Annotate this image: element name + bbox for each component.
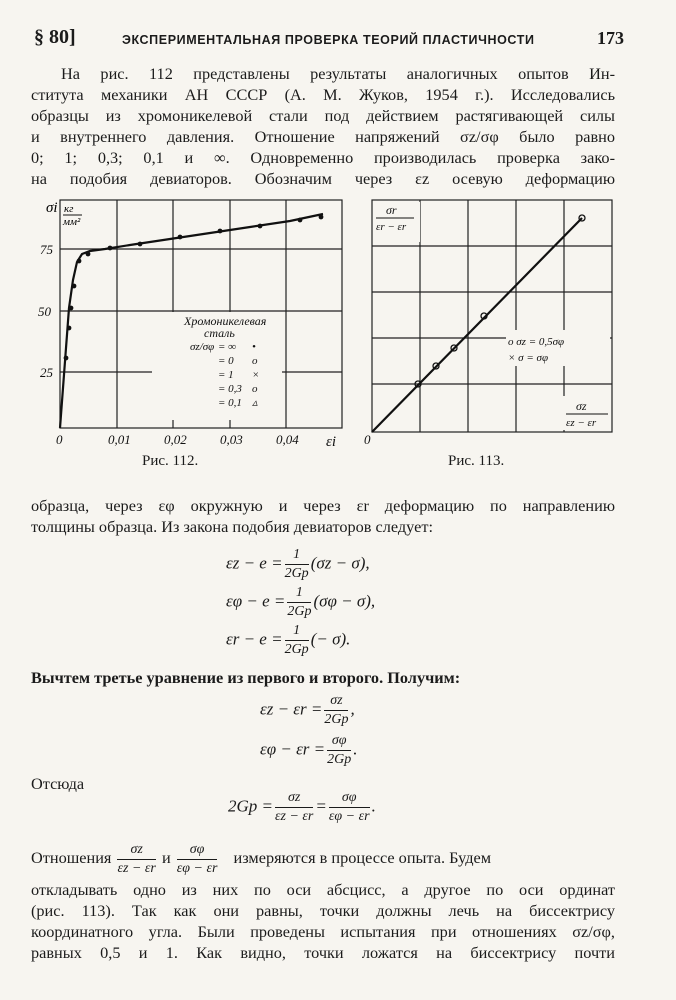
fig112-x-tick: 0,01 <box>108 432 131 447</box>
fig113-origin: 0 <box>364 432 371 447</box>
fig112-y-unit-den: мм² <box>63 216 81 228</box>
text-line: Вычтем третье уравнение из первого и второго. Получим: <box>31 668 461 687</box>
figure-112-chart <box>30 188 346 450</box>
legend-row: = 1 <box>218 369 234 381</box>
data-point <box>69 306 74 311</box>
data-point <box>86 252 91 257</box>
data-point <box>258 224 263 229</box>
text-line: образца, через εφ окружную и через εr деформацию по направлению <box>31 496 615 515</box>
fig113-y-label-num: σr <box>386 203 397 217</box>
legend-marker: × <box>252 369 260 381</box>
equation-6: 2Gp = $\frac{\sigma z}{\varepsilon z - \varepsilon r}$ = $\frac{\sigma\varphi}{\varepsilon\varphi - \varepsilon r}$ . <box>228 790 376 824</box>
legend-row: = 0 <box>218 355 234 367</box>
paragraph-subtract <box>31 667 615 688</box>
fig113-caption: Рис. 113. <box>448 453 505 469</box>
text-line: и внутреннего давления. Отношение напряжений σz/σφ было равно <box>31 127 615 146</box>
legend-marker: ▵ <box>252 397 258 409</box>
data-point <box>67 326 72 331</box>
fig113-y-label-den: εr − εr <box>376 221 407 233</box>
fig112-y-tick: 75 <box>40 242 53 257</box>
data-point <box>64 356 69 361</box>
page-header <box>34 26 624 52</box>
paragraph-strain <box>31 495 615 537</box>
fig112-x-tick: 0,03 <box>220 432 243 447</box>
fig113-label-bgs <box>374 202 610 430</box>
legend-marker: o <box>252 355 258 367</box>
running-title: ЭКСПЕРИМЕНТАЛЬНАЯ ПРОВЕРКА ТЕОРИЙ ПЛАСТИЧНОСТИ <box>122 33 535 47</box>
legend-row: = 0,3 <box>218 383 242 395</box>
legend-row: = ∞ <box>218 341 237 353</box>
equation-5: εφ − εr = $\frac{\sigma\varphi}{2Gp}$ . <box>260 733 358 767</box>
fig112-y-tick: 50 <box>38 304 51 319</box>
equation-2: εφ − e = $\frac{1}{2Gp}$ (σφ − σ), <box>226 585 376 619</box>
fig112-x-tick: 0,02 <box>164 432 187 447</box>
legend-title: сталь <box>204 326 235 340</box>
fig112-x-tick: 0 <box>56 432 63 447</box>
legend-marker: • <box>252 341 256 353</box>
text-line: ститута механики АН СССР (А. М. Жуков, 1954 г.). Исследовались <box>31 85 615 104</box>
data-point <box>77 259 82 264</box>
text-line: образцы из хромоникелевой стали под действием растягивающей силы <box>31 106 615 125</box>
fig113-x-label-num: σz <box>576 399 587 413</box>
legend-title: Хромоникелевая <box>184 314 267 328</box>
fig113-x-label-den: εz − εr <box>566 417 597 429</box>
text-line: равных 0,5 и 1. Как видно, точки ложатся на биссектрису почти <box>31 943 615 962</box>
fig112-x-axis-label: εi <box>326 434 337 450</box>
page-number: 173 <box>597 28 624 48</box>
fig112-y-axis-label: σi <box>46 200 58 216</box>
data-point <box>72 284 77 289</box>
data-point <box>218 229 223 234</box>
data-point <box>298 218 303 223</box>
text-line: координатного угла. Были проведены испытания при отношениях σz/σφ, <box>31 922 615 941</box>
text-line: (рис. 113). Так как они равны, точки должны лечь на биссектрису <box>31 901 615 920</box>
fig112-y-tick: 25 <box>40 365 53 380</box>
legend-marker: o <box>252 383 258 395</box>
equation-1: εz − e = $\frac{1}{2Gp}$ (σz − σ), <box>226 547 370 581</box>
figure-113-chart <box>362 190 620 448</box>
data-point <box>108 246 113 251</box>
data-point <box>138 242 143 247</box>
fig112-caption: Рис. 112. <box>142 453 199 469</box>
section-number: § 80] <box>34 26 76 48</box>
text-line: На рис. 112 представлены результаты аналогичных опытов Ин- <box>61 64 615 83</box>
fig112-y-unit-num: кг <box>64 203 74 215</box>
text-line: откладывать одно из них по оси абсцисс, а другое по оси ординат <box>31 880 615 899</box>
legend-header: σz/σφ <box>190 341 215 353</box>
fig113-bisector <box>372 218 582 432</box>
legend-row: = 0,1 <box>218 397 242 409</box>
data-point <box>319 215 324 220</box>
text-line: на подобия девиаторов. Обозначим через εz осевую деформацию <box>31 169 615 188</box>
equation-3: εr − e = $\frac{1}{2Gp}$ (− σ). <box>226 623 351 657</box>
text-line: 0; 1; 0,3; 0,1 и ∞. Одновременно производилась проверка зако- <box>31 148 615 167</box>
text-line: толщины образца. Из закона подобия девиаторов следует: <box>31 517 433 536</box>
text-line: Отсюда <box>31 774 85 793</box>
equation-4: εz − εr = $\frac{\sigma z}{2Gp}$ , <box>260 693 355 727</box>
paragraph-ratios <box>31 879 615 963</box>
paragraph-intro <box>31 63 615 189</box>
fig113-legend-entry: o σz = 0,5σφ <box>508 336 565 348</box>
fig113-legend-entry: × σ = σφ <box>508 352 549 364</box>
fig112-x-tick: 0,04 <box>276 432 299 447</box>
paragraph-ratios-first-line: Отношения $\frac{\sigma z}{\varepsilon z - \varepsilon r}$ и $\frac{\sigma\varphi}{\varepsilon\varphi - \varepsilon r}$ измеряются в процессе опыта. Будем <box>31 842 492 876</box>
data-point <box>178 235 183 240</box>
